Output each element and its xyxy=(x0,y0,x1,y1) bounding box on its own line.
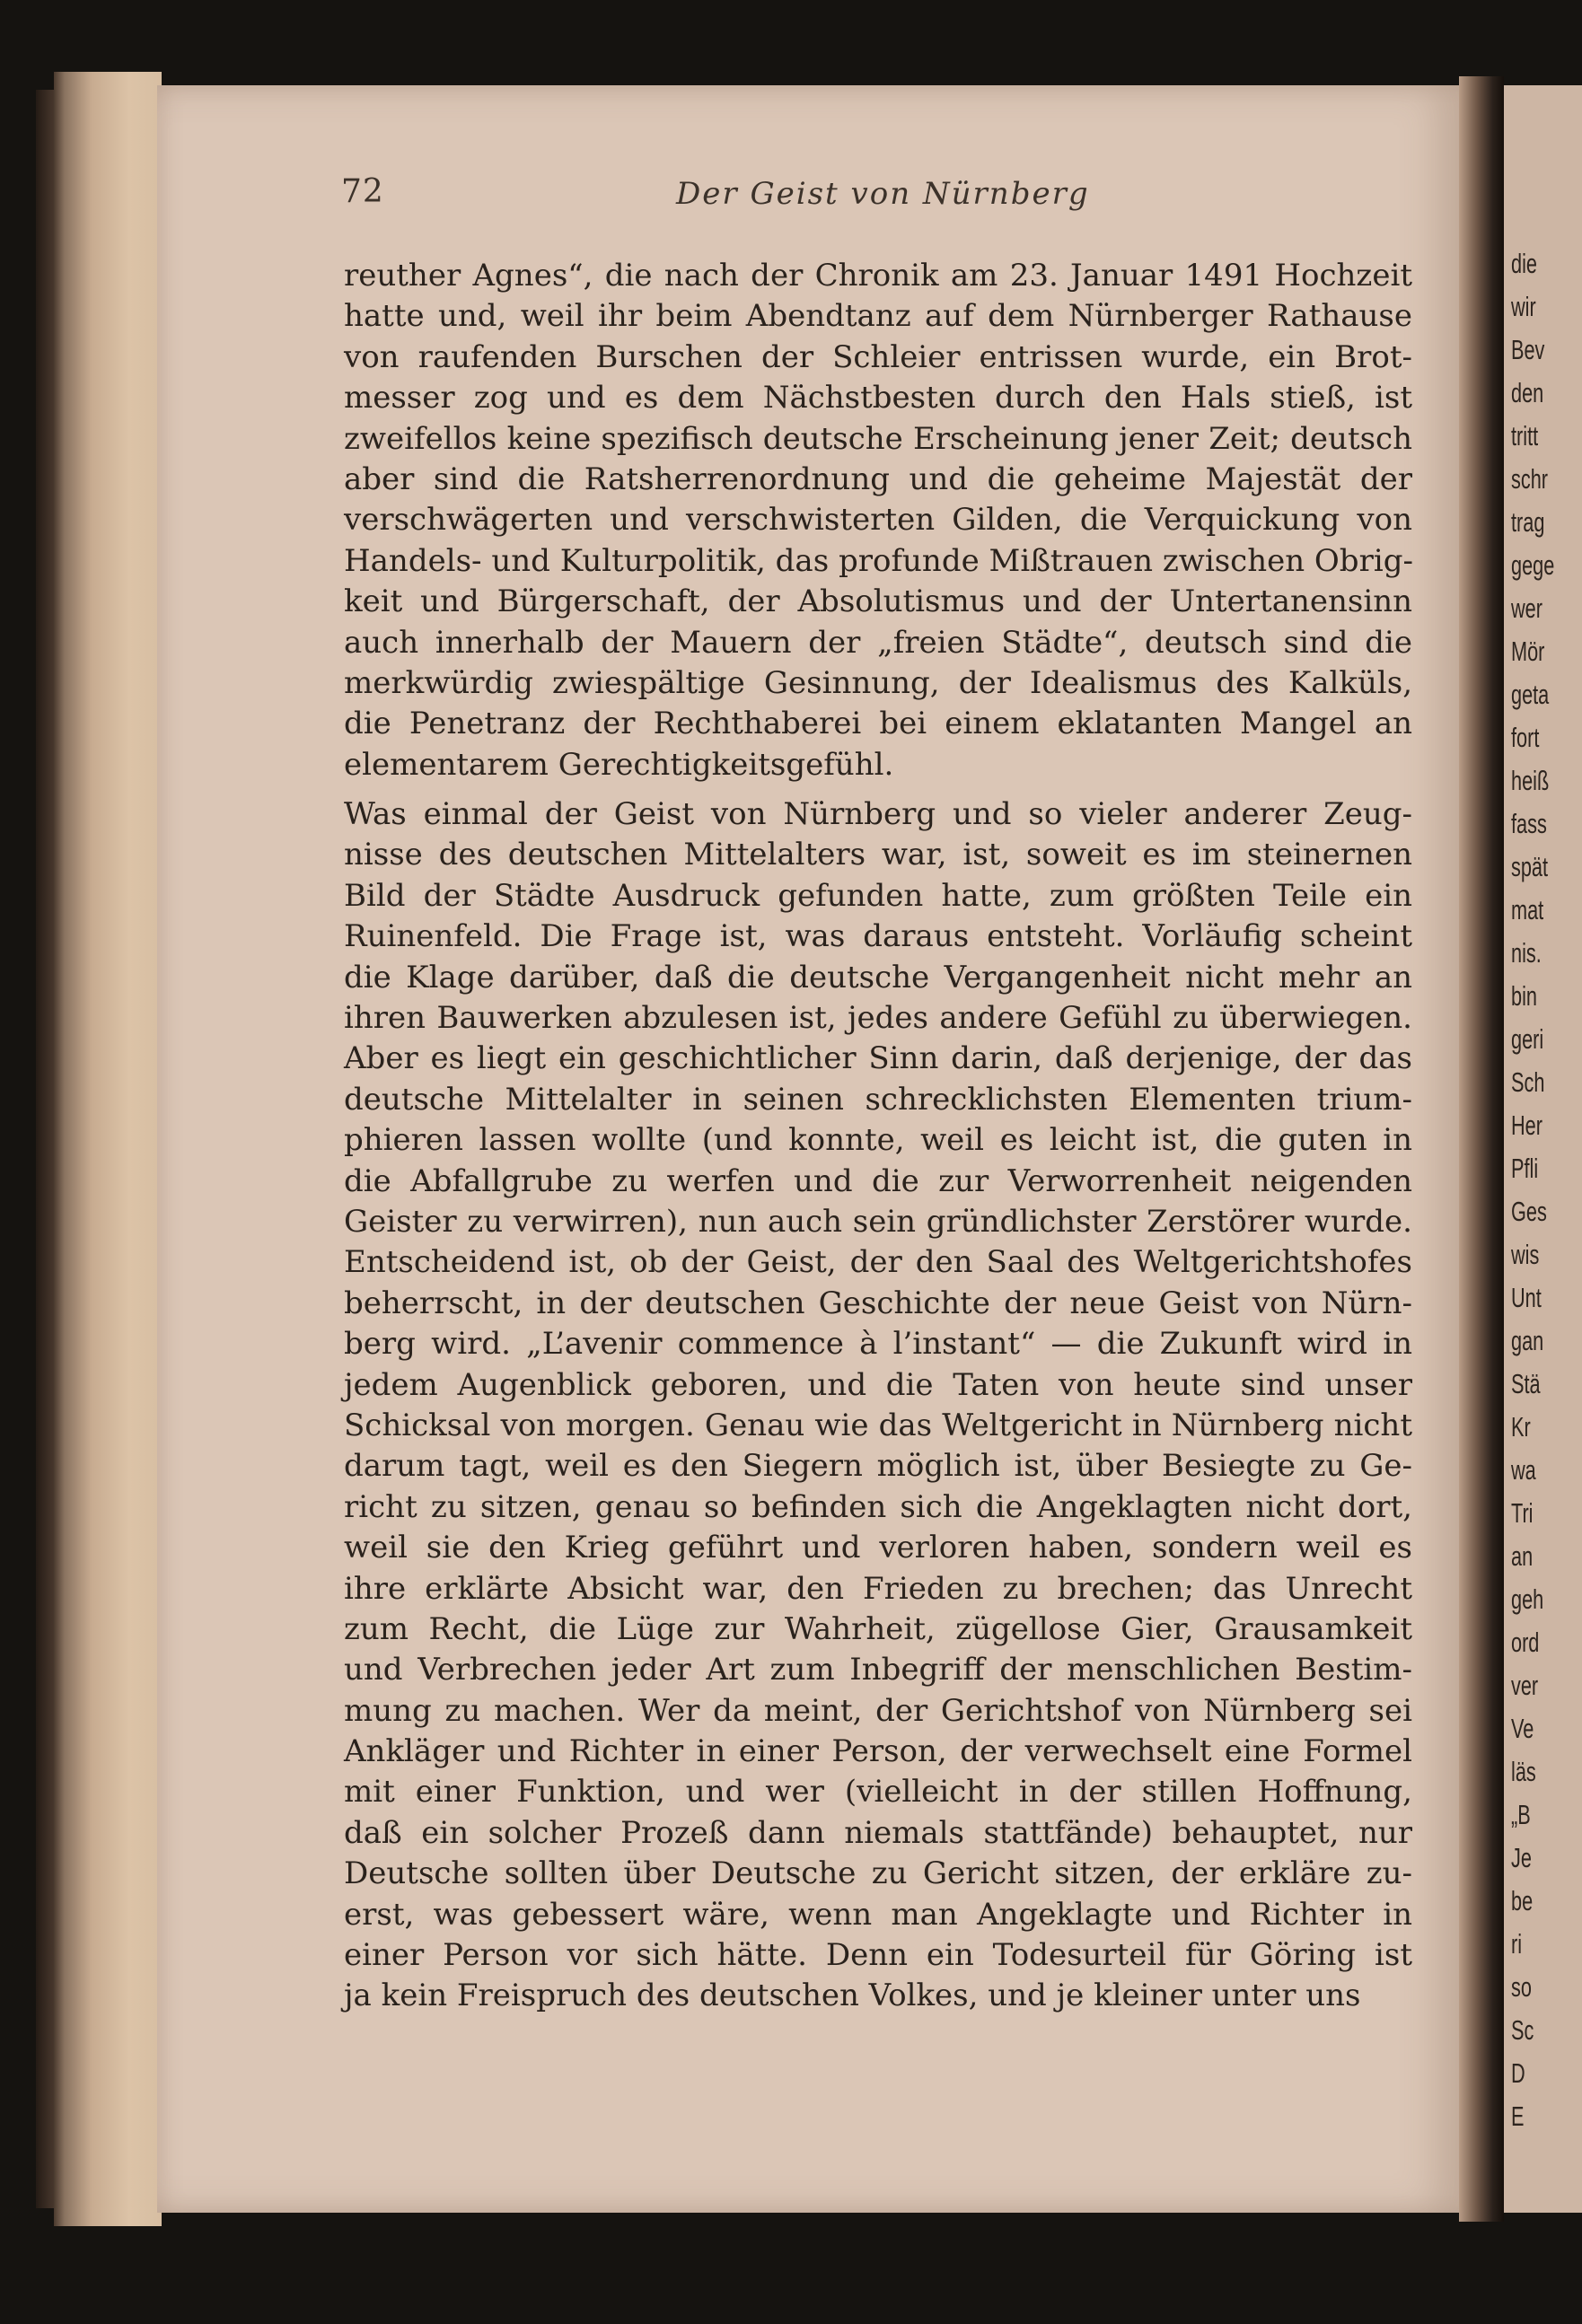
facing-page-fragment: „B xyxy=(1511,1799,1531,1830)
facing-page-fragment: wis xyxy=(1511,1239,1540,1270)
text-line: erst, was gebessert wäre, wenn man Angeklagte und Richter in xyxy=(344,1896,1412,1933)
text-line: deutsche Mittelalter in seinen schrecklichsten Elementen trium- xyxy=(344,1081,1412,1118)
text-line: darum tagt, weil es den Siegern möglich ist, über Besiegte zu Ge- xyxy=(344,1448,1412,1485)
facing-page-fragment: fort xyxy=(1511,722,1540,753)
text-line: die Abfallgrube zu werfen und die zur Verworrenheit neigenden xyxy=(344,1162,1412,1199)
facing-page-fragment: be xyxy=(1511,1885,1534,1916)
text-line: berg wird. „L’avenir commence à l’instant“ — die Zukunft wird in xyxy=(344,1326,1412,1363)
text-line: jedem Augenblick geboren, und die Taten von heute sind unser xyxy=(344,1366,1412,1403)
text-line: Bild der Städte Ausdruck gefunden hatte, zum größten Teile ein xyxy=(344,877,1412,914)
facing-page-fragment: Sch xyxy=(1511,1066,1545,1098)
paragraph xyxy=(344,256,1412,785)
text-line: von raufenden Burschen der Schleier entrissen wurde, ein Brot- xyxy=(344,338,1412,375)
facing-page-fragment: Kr xyxy=(1511,1411,1531,1443)
text-line: auch innerhalb der Mauern der „freien Städte“, deutsch sind die xyxy=(344,624,1412,661)
facing-page-fragment: trag xyxy=(1511,506,1545,538)
facing-page-fragment: ord xyxy=(1511,1627,1540,1658)
facing-page-fragment: mat xyxy=(1511,894,1544,925)
text-line: zweifellos keine spezifisch deutsche Erscheinung jener Zeit; deutsch xyxy=(344,420,1412,457)
page-number: 72 xyxy=(341,173,384,210)
text-line: Ruinenfeld. Die Frage ist, was daraus entsteht. Vorläufig scheint xyxy=(344,918,1412,955)
facing-page-fragment: Tri xyxy=(1511,1497,1534,1529)
book-gutter xyxy=(1459,76,1504,2222)
text-line: reuther Agnes“, die nach der Chronik am 23. Januar 1491 Hochzeit xyxy=(344,258,1412,294)
facing-page-fragment: geri xyxy=(1511,1023,1544,1055)
facing-page-fragment: wir xyxy=(1511,291,1536,322)
facing-page-fragment: Unt xyxy=(1511,1282,1542,1313)
facing-page-fragment: schr xyxy=(1511,463,1549,495)
facing-page-fragment: gege xyxy=(1511,549,1555,581)
text-line: richt zu sitzen, genau so befinden sich die Angeklagten nicht dort, xyxy=(344,1488,1412,1525)
facing-page-fragment: Stä xyxy=(1511,1368,1541,1399)
facing-page-fragment: geta xyxy=(1511,679,1550,710)
facing-page-fragment: wer xyxy=(1511,592,1542,624)
text-line: und Verbrechen jeder Art zum Inbegriff der menschlichen Bestim- xyxy=(344,1652,1412,1688)
page-stack-edge xyxy=(54,72,162,2226)
facing-page-fragment: läs xyxy=(1511,1756,1536,1787)
facing-page-fragment: bin xyxy=(1511,980,1537,1012)
facing-page-fragment: spät xyxy=(1511,851,1549,882)
text-line: keit und Bürgerschaft, der Absolutismus und der Untertanensinn xyxy=(344,583,1412,620)
text-line: aber sind die Ratsherrenordnung und die geheime Majestät der xyxy=(344,460,1412,497)
facing-page-fragment: ri xyxy=(1511,1928,1523,1960)
paragraph xyxy=(344,794,1412,2017)
facing-page-fragment: Ges xyxy=(1511,1196,1547,1227)
facing-page-fragment: tritt xyxy=(1511,420,1539,452)
facing-page-fragment: nis. xyxy=(1511,937,1542,969)
facing-page-fragment: fass xyxy=(1511,808,1547,839)
text-line: die Penetranz der Rechthaberei bei einem eklatanten Mangel an xyxy=(344,706,1412,742)
facing-page-fragment: heiß xyxy=(1511,765,1550,796)
text-line: ihre erklärte Absicht war, den Frieden zu brechen; das Unrecht xyxy=(344,1570,1412,1607)
facing-page-fragment: Mör xyxy=(1511,636,1545,667)
text-line: Entscheidend ist, ob der Geist, der den Saal des Weltgerichtshofes xyxy=(344,1244,1412,1281)
text-line: die Klage darüber, daß die deutsche Vergangenheit nicht mehr an xyxy=(344,959,1412,995)
facing-page-fragment: D xyxy=(1511,2057,1525,2089)
facing-page-fragment: gan xyxy=(1511,1325,1544,1356)
text-line: mung zu machen. Wer da meint, der Gerichtshof von Nürnberg sei xyxy=(344,1692,1412,1729)
text-line: Deutsche sollten über Deutsche zu Gericht sitzen, der erkläre zu- xyxy=(344,1855,1412,1892)
facing-page-fragment: E xyxy=(1511,2100,1525,2132)
facing-page-text xyxy=(1511,242,1582,2138)
facing-page-fragment: Sc xyxy=(1511,2014,1534,2046)
text-line: messer zog und es dem Nächstbesten durch den Hals stieß, ist xyxy=(344,380,1412,417)
text-line: weil sie den Krieg geführt und verloren haben, sondern weil es xyxy=(344,1530,1412,1566)
body-text xyxy=(344,256,1412,2017)
facing-page-fragment: Bev xyxy=(1511,334,1545,365)
text-line: nisse des deutschen Mittelalters war, ist, soweit es im steinernen xyxy=(344,837,1412,873)
text-line: Handels- und Kulturpolitik, das profunde Mißtrauen zwischen Obrig- xyxy=(344,542,1413,579)
facing-page-fragment: geh xyxy=(1511,1583,1544,1615)
text-line: daß ein solcher Prozeß dann niemals stattfände) behauptet, nur xyxy=(344,1814,1412,1851)
text-line: Was einmal der Geist von Nürnberg und so vieler anderer Zeug- xyxy=(344,796,1412,833)
facing-page-fragment: Her xyxy=(1511,1109,1542,1141)
text-line: verschwägerten und verschwisterten Gilden, die Verquickung von xyxy=(344,502,1412,539)
facing-page-fragment: ver xyxy=(1511,1670,1539,1701)
text-line: zum Recht, die Lüge zur Wahrheit, zügellose Gier, Grausamkeit xyxy=(344,1610,1412,1647)
facing-page-fragment: wa xyxy=(1511,1454,1536,1486)
text-line: elementarem Gerechtigkeitsgefühl. xyxy=(344,746,894,783)
text-line: merkwürdig zwiespältige Gesinnung, der Idealismus des Kalküls, xyxy=(344,664,1412,701)
facing-page-fragment: die xyxy=(1511,248,1537,279)
facing-page-fragment: an xyxy=(1511,1540,1534,1572)
facing-page-fragment: Pfli xyxy=(1511,1153,1539,1184)
text-line: hatte und, weil ihr beim Abendtanz auf dem Nürnberger Rathause xyxy=(344,298,1412,335)
text-line: phieren lassen wollte (und konnte, weil es leicht ist, die guten in xyxy=(344,1122,1412,1159)
running-head-title: Der Geist von Nürnberg xyxy=(676,176,1090,212)
text-line: einer Person vor sich hätte. Denn ein Todesurteil für Göring ist xyxy=(344,1937,1412,1974)
facing-page-fragment: Je xyxy=(1511,1842,1532,1873)
facing-page-fragment: den xyxy=(1511,377,1544,408)
text-line: mit einer Funktion, und wer (vielleicht in der stillen Hoffnung, xyxy=(344,1774,1412,1811)
text-line: Ankläger und Richter in einer Person, der verwechselt eine Formel xyxy=(344,1733,1412,1770)
running-head xyxy=(341,173,1410,218)
text-line: ihren Bauwerken abzulesen ist, jedes andere Gefühl zu überwiegen. xyxy=(344,1000,1412,1037)
text-line: beherrscht, in der deutschen Geschichte der neue Geist von Nürn- xyxy=(344,1285,1412,1321)
text-line: Geister zu verwirren), nun auch sein gründlichster Zerstörer wurde. xyxy=(344,1203,1412,1240)
text-line: ja kein Freispruch des deutschen Volkes, und je kleiner unter uns xyxy=(344,1978,1361,2014)
text-line: Aber es liegt ein geschichtlicher Sinn darin, daß derjenige, der das xyxy=(344,1040,1412,1077)
facing-page-fragment: so xyxy=(1511,1971,1532,2003)
facing-page xyxy=(1504,85,1582,2213)
facing-page-fragment: Ve xyxy=(1511,1713,1534,1744)
text-line: Schicksal von morgen. Genau wie das Weltgericht in Nürnberg nicht xyxy=(344,1407,1412,1443)
